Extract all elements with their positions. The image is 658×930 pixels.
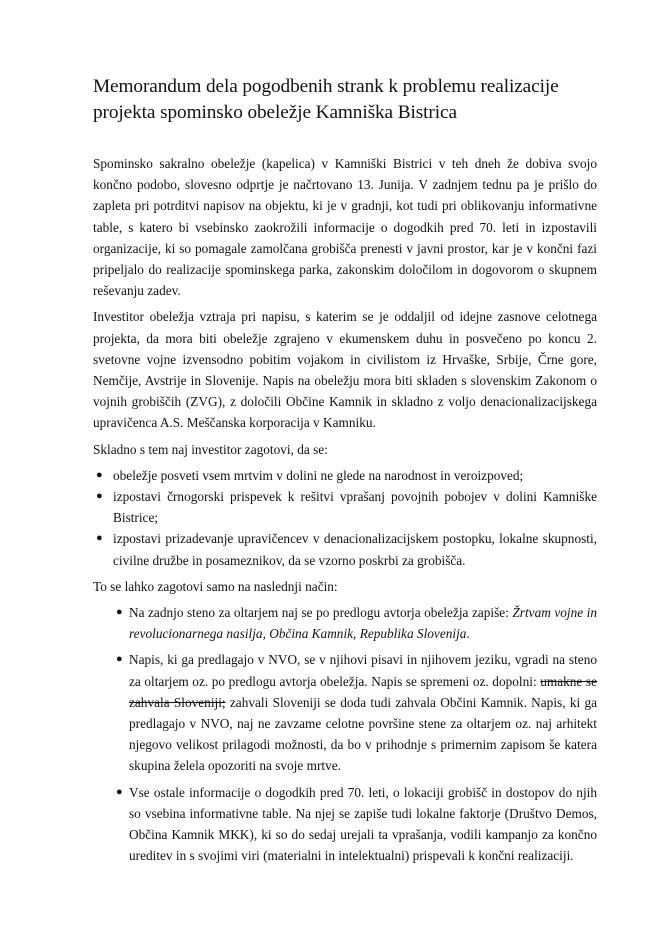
list-item [116,649,597,776]
list-item-text: izpostavi prizadevanje upravičencev v denacionalizacijskem postopku, lokalne skupnosti, civilne družbe in posameznikov, da se vzorno poskrbi za grobišča. [113,531,597,568]
list-item-text: obeležje posveti vsem mrtvim v dolini ne glede na narodnost in veroizpoved; [113,467,524,483]
bullet-icon: ● [116,606,123,619]
bullet-icon: ● [96,532,103,545]
bullet-icon: ● [96,468,103,481]
list-item-text: Na zadnjo steno za oltarjem naj se po predlogu avtorja obeležja zapiše: [129,605,513,621]
document-title: Memorandum dela pogodbenih strank k problemu realizacije projekta spominsko obeležje Kamniška Bistrica [93,76,559,123]
paragraph-investor: Investitor obeležja vztraja pri napisu, s katerim se je oddaljil od idejne zasnove celotnega projekta, da mora biti obeležje zgrajeno v ekumenskem duhu in posvečeno po koncu 2. svetovne vojne izvensodno pobitim vojakom in civilistom iz Hrvaške, Srbije, Črne gore, Nemčije, Avstrije in Slovenije. Napis na obeležju mora biti skladen s slovenskim Zakonom o vojnih grobiščih (ZVG), z določili Občine Kamnik in skladno z voljo denacionalizacijskega upravičenca A.S. Meščanska korporacija v Kamniku. [93,309,597,431]
requirements-list [93,465,597,571]
paragraph-method-intro: To se lahko zagotovi samo na naslednji način: [93,578,338,594]
bullet-icon: ● [116,785,123,798]
list-item [116,602,598,644]
list-item [93,465,597,486]
paragraph-requirements-intro: Skladno s tem naj investitor zagotovi, da se: [93,441,328,457]
list-item-text: . [466,626,470,642]
list-item [93,486,597,528]
list-item [116,782,597,867]
list-item-text: izpostavi črnogorski prispevek k rešitvi vprašanj povojnih pobojev v dolini Kamniške Bistrice; [113,489,597,526]
inscription-text: Žrtvam vojne in revolucionarnega nasilja, Občina Kamnik, Republika Slovenija [129,605,598,642]
list-item-text: zahvali Sloveniji se doda tudi zahvala Občini Kamnik. Napis, ki ga predlagajo v NVO, naj ne zavzame celotne površine stene za oltarjem oz. naj arhitekt njegovo velikost prilagodi možnosti, da bo v prihodnje s primernim zapisom še katera skupina želela opozoriti na svoje mrtve. [129,694,597,774]
bullet-icon: ● [96,490,103,503]
list-item-text: Napis, ki ga predlagajo v NVO, se v njihovi pisavi in njihovem jeziku, vgradi na steno za oltarjem oz. po predlogu avtorja obeležja. Napis se spremeni oz. dopolni: [129,652,597,689]
bullet-icon: ● [116,653,123,666]
method-list [93,602,597,866]
list-item-text: Vse ostale informacije o dogodkih pred 70. leti, o lokaciji grobišč in dostopov do njih so vsebina informativne table. Na njej se zapiše tudi lokalne faktorje (Društvo Demos, Občina Kamnik MKK), ki so do sedaj urejali ta vprašanja, vodili kampanjo za končno ureditev in s svojimi viri (materialni in intelektualni) prispevali k končni realizaciji. [129,784,597,864]
document-body [93,153,597,872]
list-item [93,528,597,570]
paragraph-intro: Spominsko sakralno obeležje (kapelica) v Kamniški Bistrici v teh dneh že dobiva svojo končno podobo, slovesno odprtje je načrtovano 13. Junija. V zadnjem tednu pa je prišlo do zapleta pri potrditvi napisov na objektu, ki je v gradnji, kot tudi pri oblikovanju informativne table, s katero bi vsebinsko zaokrožili informacije o dogodkih pred 70. leti in izpostavili organizacije, ki so pomagale zamolčana grobišča prenesti v javni prostor, kar je v končni fazi pripeljalo do realizacije spominskega parka, zakonskim določilom in dogovorom o skupnem reševanju zadev. [93,156,597,299]
struck-text: umakne se zahvala Sloveniji; [129,673,597,710]
